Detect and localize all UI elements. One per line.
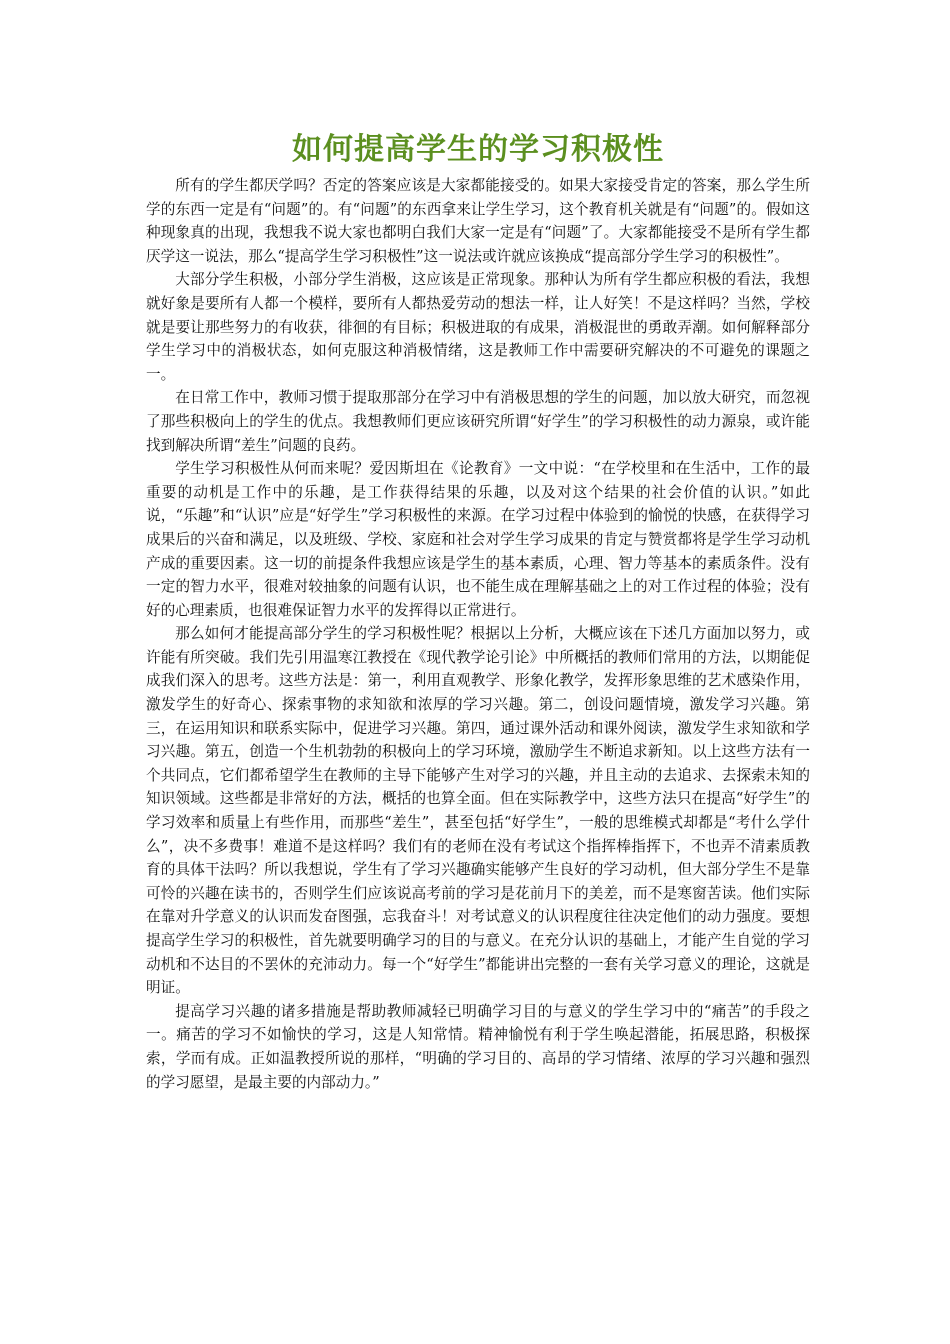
paragraph: 那么如何才能提高部分学生的学习积极性呢？根据以上分析，大概应该在下述几方面加以努力，或许能有所突破。我们先引用温寒江教授在《现代教学论引论》中所概括的教师们常用的方法，以期能促成我们深入的思考。这些方法是：第一，利用直观教学、形象化教学，发挥形象思维的艺术感染作用，激发学生的好奇心、探索事物的求知欲和浓厚的学习兴趣。第二，创设问题情境，激发学习兴趣。第三，在运用知识和联系实际中，促进学习兴趣。第四，通过课外活动和课外阅读，激发学生求知欲和学习兴趣。第五，创造一个生机勃勃的积极向上的学习环境，激励学生不断追求新知。以上这些方法有一个共同点，它们都希望学生在教师的主导下能够产生对学习的兴趣，并且主动的去追求、去探索未知的知识领域。这些都是非常好的方法，概括的也算全面。但在实际教学中，这些方法只在提高“好学生”的学习效率和质量上有些作用，而那些“差生”，甚至包括“好学生”，一般的思维模式却都是“考什么学什么”，决不多费事！难道不是这样吗？我们有的老师在没有考试这个指挥棒指挥下，不也弄不清素质教育的具体干法吗？所以我想说，学生有了学习兴趣确实能够产生良好的学习动机，但大部分学生不是靠可怜的兴趣在读书的，否则学生们应该说高考前的学习是花前月下的美差，而不是寒窗苦读。他们实际在靠对升学意义的认识而发奋图强，忘我奋斗！对考试意义的认识程度往往决定他们的动力强度。要想提高学生学习的积极性，首先就要明确学习的目的与意义。在充分认识的基础上，才能产生自觉的学习动机和不达目的不罢休的充沛动力。每一个“好学生”都能讲出完整的一套有关学习意义的理论，这就是明证。 bbox=[146, 625, 810, 997]
paragraph: 在日常工作中，教师习惯于提取那部分在学习中有消极思想的学生的问题，加以放大研究，而忽视了那些积极向上的学生的优点。我想教师们更应该研究所谓“好学生”的学习积极性的动力源泉，或许能找到解决所谓“差生”问题的良药。 bbox=[146, 389, 810, 454]
document-page bbox=[146, 128, 810, 1094]
paragraph: 提高学习兴趣的诸多措施是帮助教师减轻已明确学习目的与意义的学生学习中的“痛苦”的手段之一。痛苦的学习不如愉快的学习，这是人知常情。精神愉悦有利于学生唤起潜能，拓展思路，积极探索，学而有成。正如温教授所说的那样，“明确的学习目的、高昂的学习情绪、浓厚的学习兴趣和强烈的学习愿望，是最主要的内部动力。” bbox=[146, 1002, 810, 1091]
paragraph: 学生学习积极性从何而来呢？爱因斯坦在《论教育》一文中说：“在学校里和在生活中，工作的最重要的动机是工作中的乐趣，是工作获得结果的乐趣，以及对这个结果的社会价值的认识。”如此说，“乐趣”和“认识”应是“好学生”学习积极性的来源。在学习过程中体验到的愉悦的快感，在获得学习成果后的兴奋和满足，以及班级、学校、家庭和社会对学生学习成果的肯定与赞赏都将是学生学习动机产成的重要因素。这一切的前提条件我想应该是学生的基本素质，心理、智力等基本的素质条件。没有一定的智力水平，很难对较抽象的问题有认识，也不能生成在理解基础之上的对工作过程的体验；没有好的心理素质，也很难保证智力水平的发挥得以正常进行。 bbox=[146, 460, 810, 619]
document-title: 如何提高学生的学习积极性 bbox=[292, 132, 664, 167]
paragraph: 所有的学生都厌学吗？否定的答案应该是大家都能接受的。如果大家接受肯定的答案，那么学生所学的东西一定是有“问题”的。有“问题”的东西拿来让学生学习，这个教育机关就是有“问题”的。假如这种现象真的出现，我想我不说大家也都明白我们大家一定是有“问题”了。大家都能接受不是所有学生都厌学这一说法，那么“提高学生学习积极性”这一说法或许就应该换成“提高部分学生学习的积极性”。 bbox=[146, 177, 810, 265]
paragraph: 大部分学生积极，小部分学生消极，这应该是正常现象。那种认为所有学生都应积极的看法，我想就好象是要所有人都一个模样，要所有人都热爱劳动的想法一样，让人好笑！不是这样吗？当然，学校就是要让那些努力的有收获，徘徊的有目标；积极进取的有成果，消极混世的勇敢弄潮。如何解释部分学生学习中的消极状态，如何克服这种消极情绪，这是教师工作中需要研究解决的不可避免的课题之一。 bbox=[146, 271, 810, 383]
